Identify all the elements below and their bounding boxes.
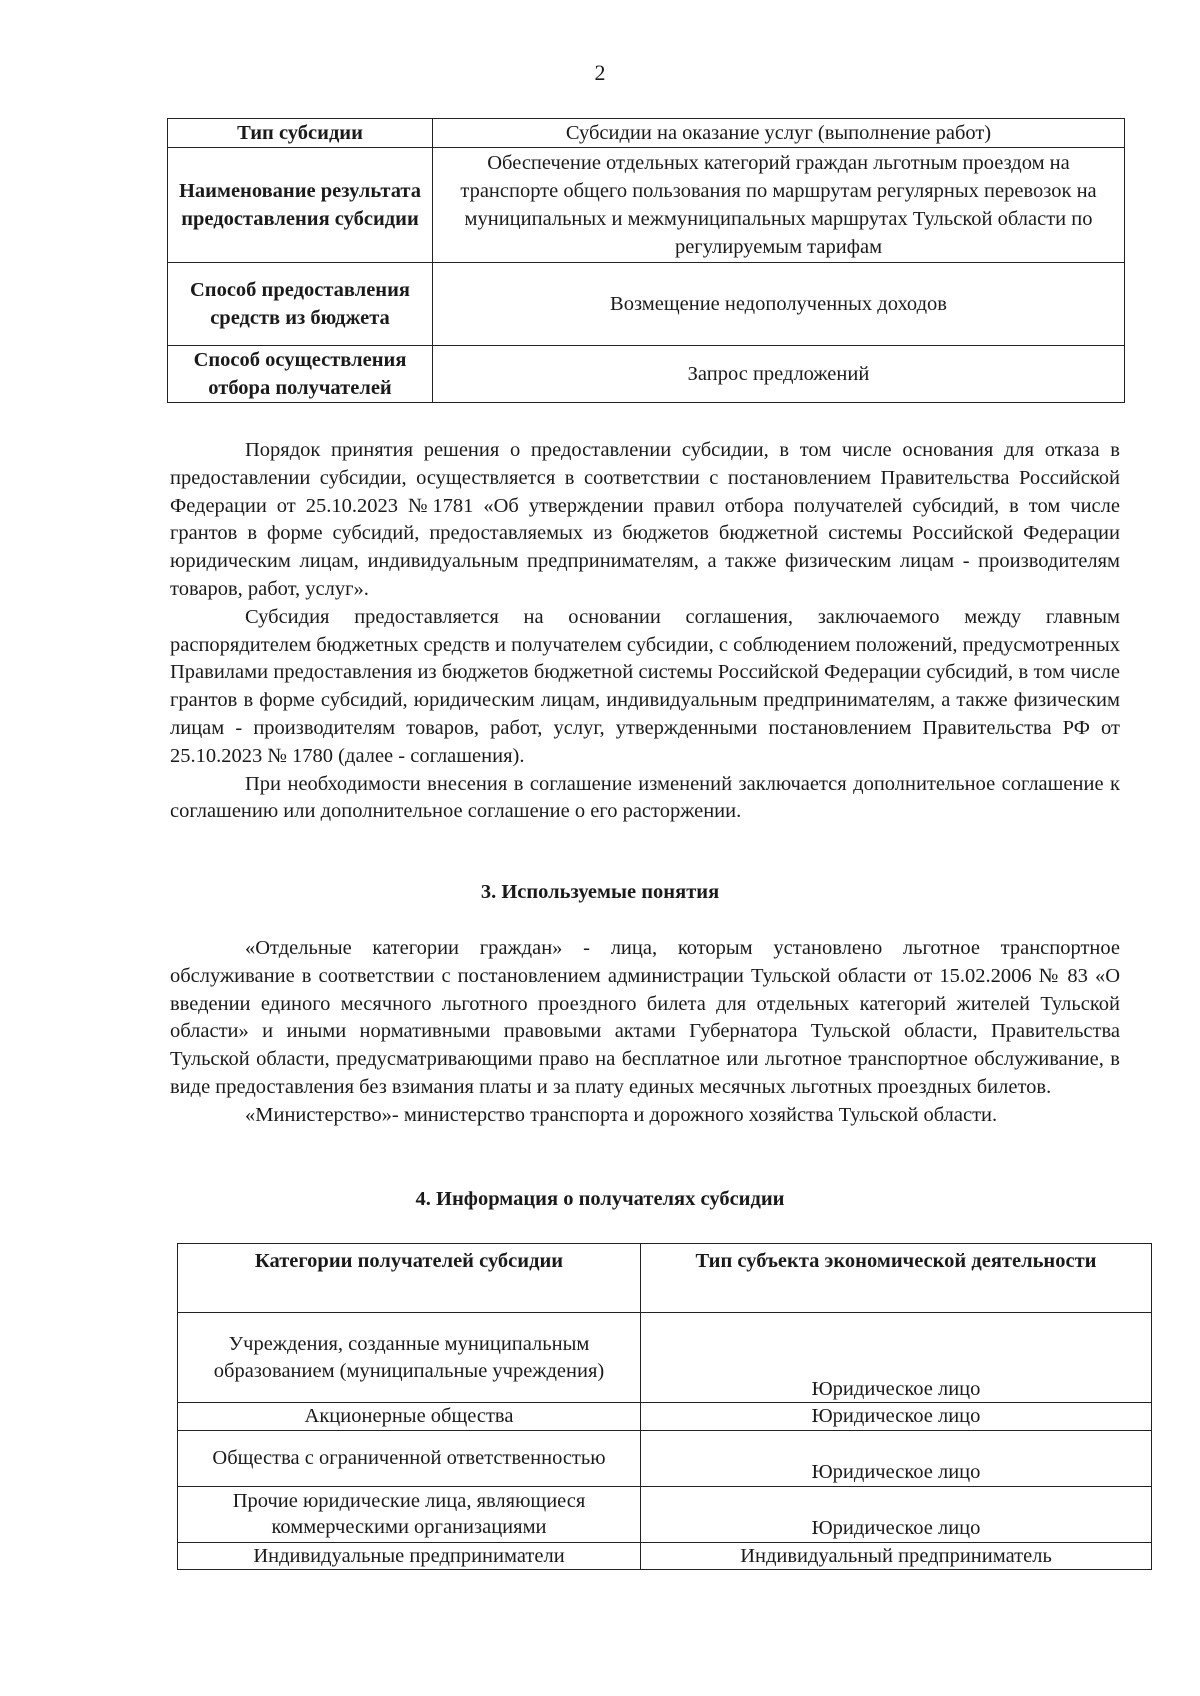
paragraph: Порядок принятия решения о предоставлении субсидии, в том числе основания для отказа в предоставлении субсидии, осуществляется в соответствии с постановлением Правительства Российской Федерации от 25.10.2023 №1781 «Об утверждении правил отбора получателей субсидий, в том числе грантов в форме субсидий, предоставляемых из бюджетов бюджетной системы Российской Федерации юридическим лицам, индивидуальным предпринимателям, а также физическим лицам - производителям товаров, работ, услуг». [170,439,1120,600]
table-row [178,1542,1152,1570]
table-row [168,148,1125,263]
table-row [178,1430,1152,1486]
type-cell: Юридическое лицо [641,1430,1152,1486]
row-value: Запрос предложений [433,346,1125,403]
category-cell: Индивидуальные предприниматели [178,1542,641,1570]
row-label: Способ предоставления средств из бюджета [168,263,433,346]
page-number: 2 [594,60,606,85]
type-cell: Юридическое лицо [641,1313,1152,1403]
row-value: Возмещение недополученных доходов [433,263,1125,346]
table-row [178,1403,1152,1431]
category-cell: Общества с ограниченной ответственностью [178,1430,641,1486]
table-header-row [178,1244,1152,1313]
row-label: Способ осуществления отбора получателей [168,346,433,403]
recipients-table [177,1243,1152,1570]
row-label: Наименование результата предоставления субсидии [168,148,433,263]
section-title: 3. Используемые понятия [480,881,720,903]
category-cell: Акционерные общества [178,1403,641,1431]
paragraph: «Отдельные категории граждан» - лица, которым установлено льготное транспортное обслуживание в соответствии с постановлением администрации Тульской области от 15.02.2006 № 83 «О введении единого месячного льготного проездного билета для отдельных категорий жителей Тульской области» и иными нормативными правовыми актами Губернатора Тульской области, Правительства Тульской области, предусматривающими право на бесплатное или льготное транспортное обслуживание, в виде предоставления без взимания платы и за плату единых месячных льготных проездных билетов. [170,937,1120,1098]
column-header: Тип субъекта экономической деятельности [641,1244,1152,1313]
type-cell: Индивидуальный предприниматель [641,1542,1152,1570]
table-row [178,1313,1152,1403]
row-value: Субсидии на оказание услуг (выполнение работ) [433,119,1125,148]
decision-procedure-text [170,437,1120,826]
type-cell: Юридическое лицо [641,1486,1152,1542]
paragraph: При необходимости внесения в соглашение изменений заключается дополнительное соглашение к соглашению или дополнительное соглашение о его расторжении. [170,772,1120,823]
subsidy-info-table [167,118,1125,403]
category-cell: Учреждения, созданные муниципальным образованием (муниципальные учреждения) [178,1313,641,1403]
row-value: Обеспечение отдельных категорий граждан льготным проездом на транспорте общего пользования по маршрутам регулярных перевозок на муниципальных и межмуниципальных маршрутах Тульской области по регулируемым тарифам [433,148,1125,263]
category-cell: Прочие юридические лица, являющиеся коммерческими организациями [178,1486,641,1542]
table-row [168,119,1125,148]
table-row [178,1486,1152,1542]
section-title: 4. Информация о получателях субсидии [415,1188,785,1210]
column-header: Категории получателей субсидии [178,1244,641,1313]
paragraph: Субсидия предоставляется на основании соглашения, заключаемого между главным распорядителем бюджетных средств и получателем субсидии, с соблюдением положений, предусмотренных Правилами предоставления из бюджетов бюджетной системы Российской Федерации субсидий, в том числе грантов в форме субсидий, юридическим лицам, индивидуальным предпринимателям, а также физическим лицам - производителям товаров, работ, услуг, утвержденными постановлением Правительства РФ от 25.10.2023 № 1780 (далее - соглашения). [170,605,1120,767]
definitions-text [170,935,1120,1130]
row-label: Тип субсидии [168,119,433,148]
table-row [168,346,1125,403]
type-cell: Юридическое лицо [641,1403,1152,1431]
table-row [168,263,1125,346]
paragraph: «Министерство»- министерство транспорта и дорожного хозяйства Тульской области. [245,1103,998,1126]
